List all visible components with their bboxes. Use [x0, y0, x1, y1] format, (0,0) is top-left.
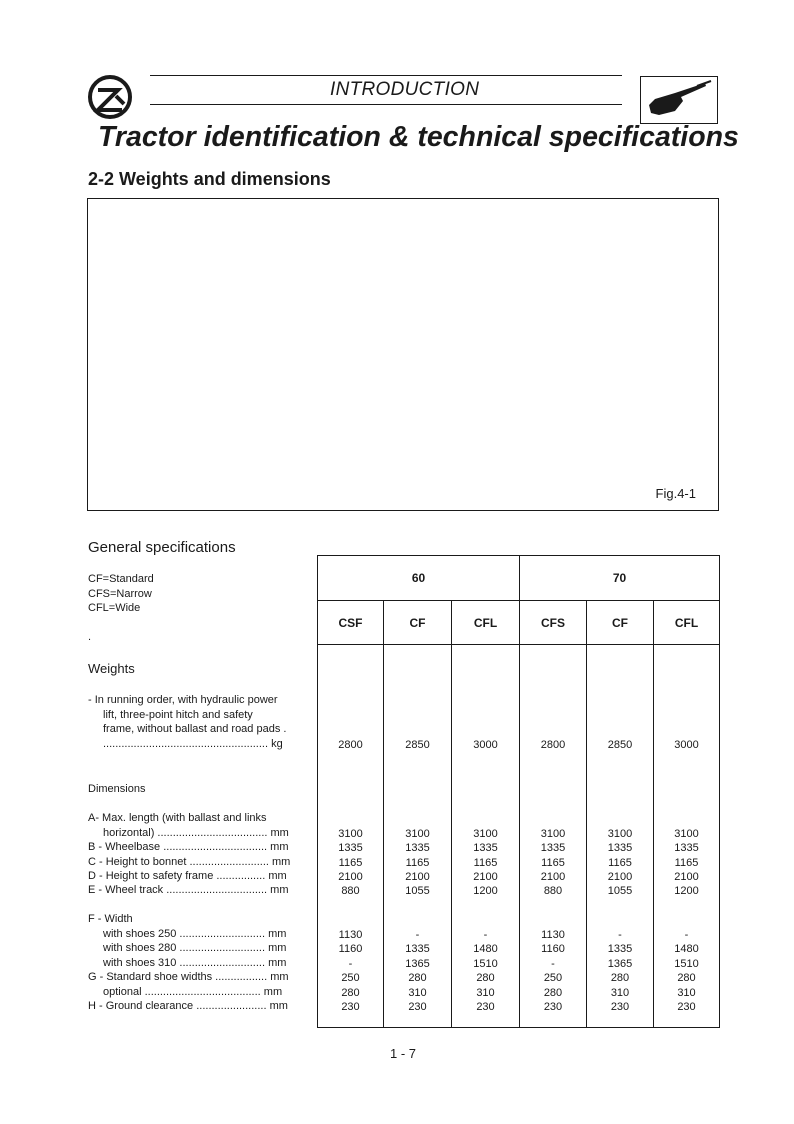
table-cell-value: 3100 [674, 828, 699, 840]
section-header: INTRODUCTION [330, 79, 480, 100]
table-cell-value: 1335 [674, 842, 699, 854]
variant-header: CSF [318, 601, 384, 645]
table-cell-value: 2800 [540, 739, 566, 751]
table-cell-value: 2850 [405, 739, 430, 751]
table-cell-value: - [618, 929, 622, 941]
dimension-row: H - Ground clearance ....................... mm [88, 1000, 288, 1012]
table-cell-value: 2100 [540, 871, 566, 883]
table-cell-value: 280 [677, 972, 696, 984]
table-cell-value: 230 [610, 1001, 630, 1013]
variant-header: CFS [520, 601, 587, 645]
table-cell-value: 3100 [540, 828, 566, 840]
page-number: 1 - 7 [390, 1046, 417, 1061]
weights-line: frame, without ballast and road pads . [103, 723, 287, 735]
table-cell-value: 1055 [607, 885, 633, 897]
legend-dot: . [88, 631, 92, 643]
figure-caption: Fig.4-1 [655, 486, 696, 501]
table-cell-value: 230 [341, 1001, 360, 1013]
table-cell-value: 280 [543, 987, 563, 999]
table-cell-value: 2100 [405, 871, 430, 883]
table-cell-value: 1165 [674, 857, 699, 869]
table-cell-value: 1165 [405, 857, 430, 869]
legend-item: CFL=Wide [88, 602, 141, 614]
table-cell-value: 310 [476, 987, 495, 999]
table-cell-value: 1335 [338, 842, 363, 854]
figure-frame [87, 198, 719, 511]
table-cell-value: 280 [476, 972, 495, 984]
table-cell-value: 3000 [473, 739, 498, 751]
value-column [654, 645, 720, 1028]
dimension-row: D - Height to safety frame ................ mm [88, 870, 287, 882]
table-cell-value: 1335 [473, 842, 498, 854]
table-cell-value: 250 [341, 972, 360, 984]
table-cell-value: - [348, 958, 353, 970]
table-cell-value: 230 [476, 1001, 495, 1013]
dimension-row: with shoes 250 ............................ mm [103, 928, 287, 940]
table-cell-value: 1480 [674, 943, 699, 955]
table-cell-value: 2850 [607, 739, 633, 751]
table-cell-value: 1510 [473, 958, 498, 970]
dimension-row: B - Wheelbase .................................. mm [88, 841, 289, 853]
dimension-row: with shoes 310 ............................ mm [103, 957, 287, 969]
table-cell-value: 1335 [405, 943, 430, 955]
legend-item: CF=Standard [88, 573, 154, 585]
variant-header: CFL [452, 601, 520, 645]
table-cell-value: 3100 [338, 828, 363, 840]
table-cell-value: - [415, 929, 420, 941]
header-rule-bottom [150, 104, 622, 105]
table-cell-value: 2800 [338, 739, 363, 751]
table-cell-value: 2100 [607, 871, 633, 883]
table-cell-value: 310 [610, 987, 630, 999]
table-cell-value: 280 [341, 987, 360, 999]
table-cell-value: 3100 [607, 828, 633, 840]
value-column [384, 645, 452, 1028]
table-cell-value: 250 [543, 972, 563, 984]
table-cell-value: 2100 [473, 871, 498, 883]
table-cell-value: - [684, 929, 689, 941]
model-header: 70 [520, 556, 720, 601]
dimension-row: optional ...................................... mm [103, 986, 283, 998]
table-cell-value: 230 [677, 1001, 696, 1013]
model-header: 60 [318, 556, 520, 601]
value-column [587, 645, 654, 1028]
table-cell-value: 1055 [405, 885, 430, 897]
weights-line: ...................................................... kg [103, 738, 283, 750]
dimensions-heading: Dimensions [88, 783, 146, 795]
table-cell-value: 3100 [473, 828, 498, 840]
general-specs-heading: General specifications [88, 539, 236, 556]
table-cell-value: 3000 [674, 739, 699, 751]
table-cell-value: 310 [677, 987, 696, 999]
table-cell-value: 1130 [541, 929, 565, 941]
table-cell-value: 280 [408, 972, 427, 984]
table-cell-value: 1335 [607, 842, 633, 854]
table-cell-value: 230 [543, 1001, 563, 1013]
table-cell-value: 1335 [405, 842, 430, 854]
dimension-row: E - Wheel track ................................. mm [88, 884, 289, 896]
table-cell-value: 1365 [405, 958, 430, 970]
legend-item: CFS=Narrow [88, 588, 152, 600]
table-cell-value: - [483, 929, 488, 941]
page-title: Tractor identification & technical specifications [98, 121, 739, 153]
table-cell-value: 1510 [674, 958, 699, 970]
table-cell-value: 1200 [674, 885, 699, 897]
table-cell-value: 310 [408, 987, 427, 999]
table-cell-value: 2100 [338, 871, 363, 883]
section-title: 2-2 Weights and dimensions [88, 169, 331, 189]
weights-line: - In running order, with hydraulic power [88, 694, 278, 706]
table-cell-value: 1130 [338, 929, 363, 941]
table-cell-value: 880 [341, 885, 360, 897]
table-cell-value: 280 [610, 972, 630, 984]
dimension-row: horizontal) .................................... mm [103, 827, 289, 839]
table-cell-value: 880 [543, 885, 563, 897]
table-cell-value: 1165 [541, 857, 565, 869]
dimension-row: C - Height to bonnet .......................... mm [88, 856, 291, 868]
dimension-row: with shoes 280 ............................ mm [103, 942, 287, 954]
company-logo [86, 72, 136, 122]
dimension-row: A- Max. length (with ballast and links [88, 812, 267, 824]
table-cell-value: 1335 [540, 842, 566, 854]
value-column [318, 645, 384, 1028]
weights-line: lift, three-point hitch and safety [103, 709, 253, 721]
dimension-row: G - Standard shoe widths ................. mm [88, 971, 289, 983]
table-cell-value: 1165 [608, 857, 632, 869]
variant-header: CFL [654, 601, 720, 645]
table-cell-value: - [551, 958, 555, 970]
header-rule-top [150, 75, 622, 76]
table-cell-value: 230 [408, 1001, 427, 1013]
table-cell-value: 1165 [473, 857, 498, 869]
table-cell-value: 1200 [473, 885, 498, 897]
table-cell-value: 1480 [473, 943, 498, 955]
variant-header: CF [384, 601, 452, 645]
table-cell-value: 1335 [607, 943, 633, 955]
pointing-hand-icon [640, 76, 718, 124]
table-cell-value: 1160 [338, 943, 363, 955]
value-column [452, 645, 520, 1028]
value-column [520, 645, 587, 1028]
variant-header: CF [587, 601, 654, 645]
table-cell-value: 1165 [338, 857, 363, 869]
dimension-row: F - Width [88, 913, 133, 925]
spec-table [317, 555, 720, 1028]
table-cell-value: 1365 [607, 958, 633, 970]
table-cell-value: 1160 [541, 943, 565, 955]
table-cell-value: 3100 [405, 828, 430, 840]
table-cell-value: 2100 [674, 871, 699, 883]
weights-heading: Weights [88, 661, 135, 676]
